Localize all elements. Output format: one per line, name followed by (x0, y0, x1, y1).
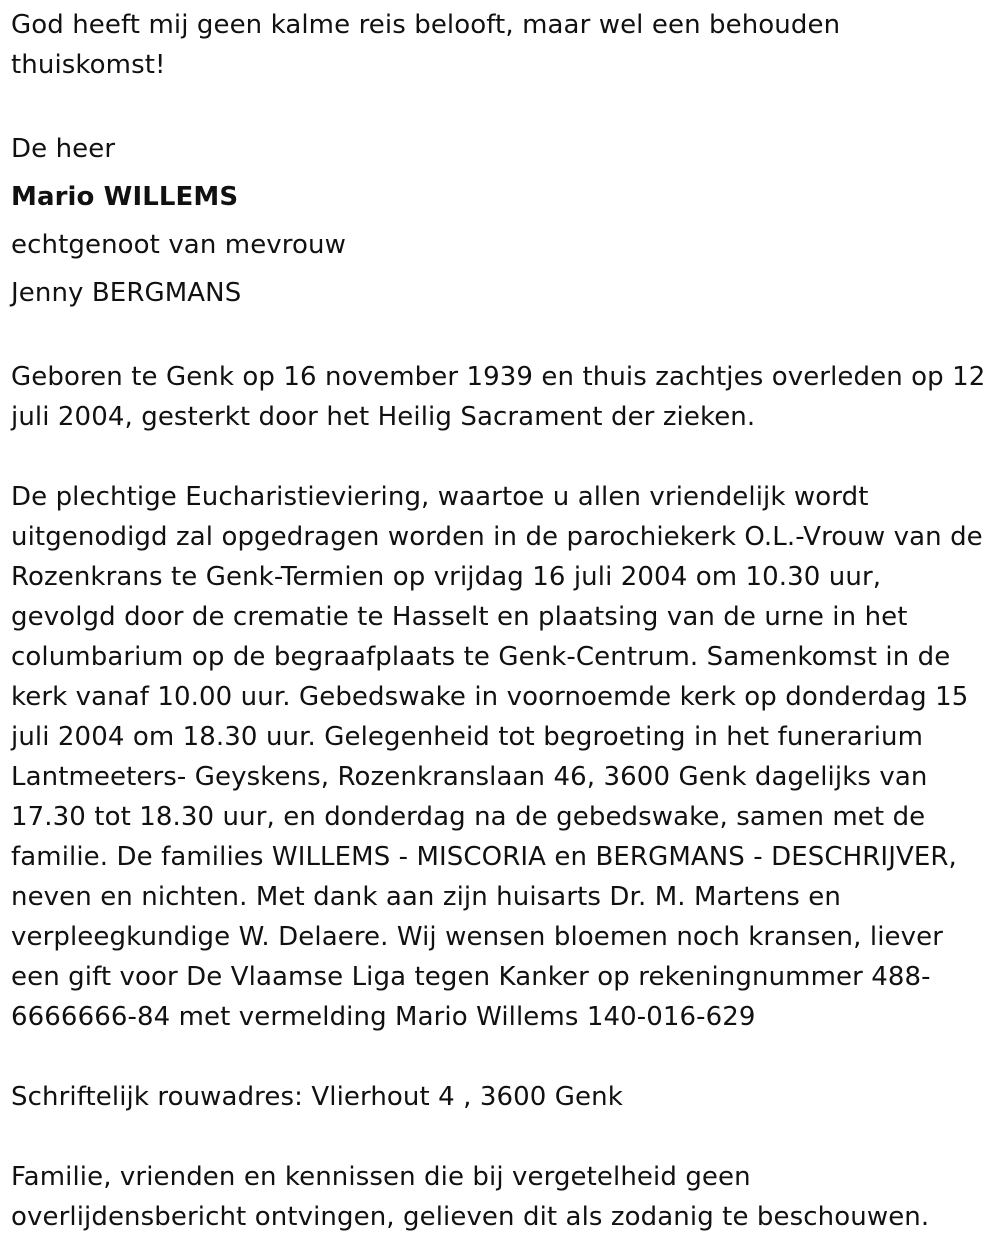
spacer (11, 85, 1000, 125)
title-prefix: De heer (11, 134, 116, 164)
relation-text: echtgenoot van mevrouw (11, 230, 346, 260)
birth-death-paragraph: Geboren te Genk op 16 november 1939 en thuis zachtjes overleden op 12 juli 2004, gesterkt door het Heilig Sacrament der zieken. (11, 362, 986, 432)
ceremony-paragraph: De plechtige Eucharistieviering, waartoe u allen vriendelijk wordt uitgenodigd zal opgedragen worden in de parochiekerk O.L.-Vrouw van de Rozenkrans te Genk-Termien op vrijdag 16 juli 2004 om 10.30 uur, gevolgd door de crematie te Hasselt en plaatsing van de urne in het columbarium op de begraafplaats te Genk-Centrum. Samenkomst in de kerk vanaf 10.00 uur. Gebedswake in voornoemde kerk op donderdag 15 juli 2004 om 18.30 uur. Gelegenheid tot begroeting in het funerarium Lantmeeters- Geyskens, Rozenkranslaan 46, 3600 Genk dagelijks van 17.30 tot 18.30 uur, en donderdag na de gebedswake, samen met de familie. De families WILLEMS - MISCORIA en BERGMANS - DESCHRIJVER, neven en nichten. Met dank aan zijn huisarts Dr. M. Martens en verpleegkundige W. Delaere. Wij wensen bloemen noch kransen, liever een gift voor De Vlaamse Liga tegen Kanker op rekeningnummer 488-6666666-84 met vermelding Mario Willems 140-016-629 (11, 482, 983, 1032)
spouse-name: Jenny BERGMANS (11, 278, 242, 308)
closing-paragraph: Familie, vrienden en kennissen die bij vergetelheid geen overlijdensbericht ontvingen, gelieven dit als zodanig te beschouwen. (11, 1162, 930, 1232)
spacer (11, 437, 1000, 477)
motto-text: God heeft mij geen kalme reis belooft, maar wel een behouden thuiskomst! (11, 10, 841, 80)
spacer (11, 317, 1000, 357)
spacer (11, 1037, 1000, 1077)
deceased-name: Mario WILLEMS (11, 182, 239, 212)
spacer (11, 1117, 1000, 1157)
address-paragraph: Schriftelijk rouwadres: Vlierhout 4 , 3600 Genk (11, 1082, 623, 1112)
